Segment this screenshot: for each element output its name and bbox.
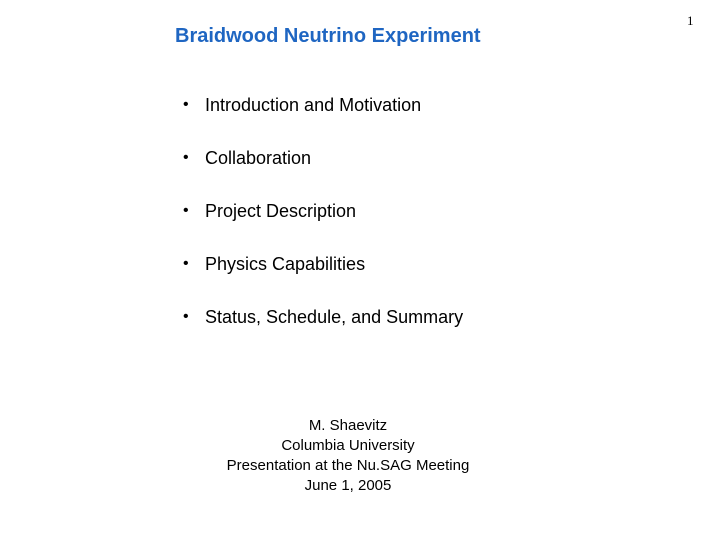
page-number: 1 [687, 13, 694, 28]
agenda-item [183, 306, 463, 359]
slide-title: Braidwood Neutrino Experiment [175, 25, 481, 47]
agenda-item [183, 147, 463, 200]
agenda-item-label: Project Description [205, 201, 357, 221]
bullet-icon: • [183, 96, 189, 113]
agenda-item [183, 253, 463, 306]
presenter-credits [190, 416, 506, 496]
agenda-item-label: Collaboration [205, 148, 312, 168]
presentation-date: June 1, 2005 [304, 477, 392, 494]
bullet-icon: • [183, 202, 189, 219]
bullet-icon: • [183, 308, 189, 325]
agenda-item [183, 200, 463, 253]
agenda-list [183, 94, 463, 359]
agenda-item-label: Introduction and Motivation [205, 95, 422, 115]
bullet-icon: • [183, 149, 189, 166]
agenda-item-label: Status, Schedule, and Summary [205, 307, 464, 327]
agenda-item-label: Physics Capabilities [205, 254, 366, 274]
agenda-item [183, 94, 463, 147]
event-name: Presentation at the Nu.SAG Meeting [226, 457, 470, 474]
affiliation: Columbia University [281, 437, 415, 454]
bullet-icon: • [183, 255, 189, 272]
author-name: M. Shaevitz [308, 417, 388, 434]
